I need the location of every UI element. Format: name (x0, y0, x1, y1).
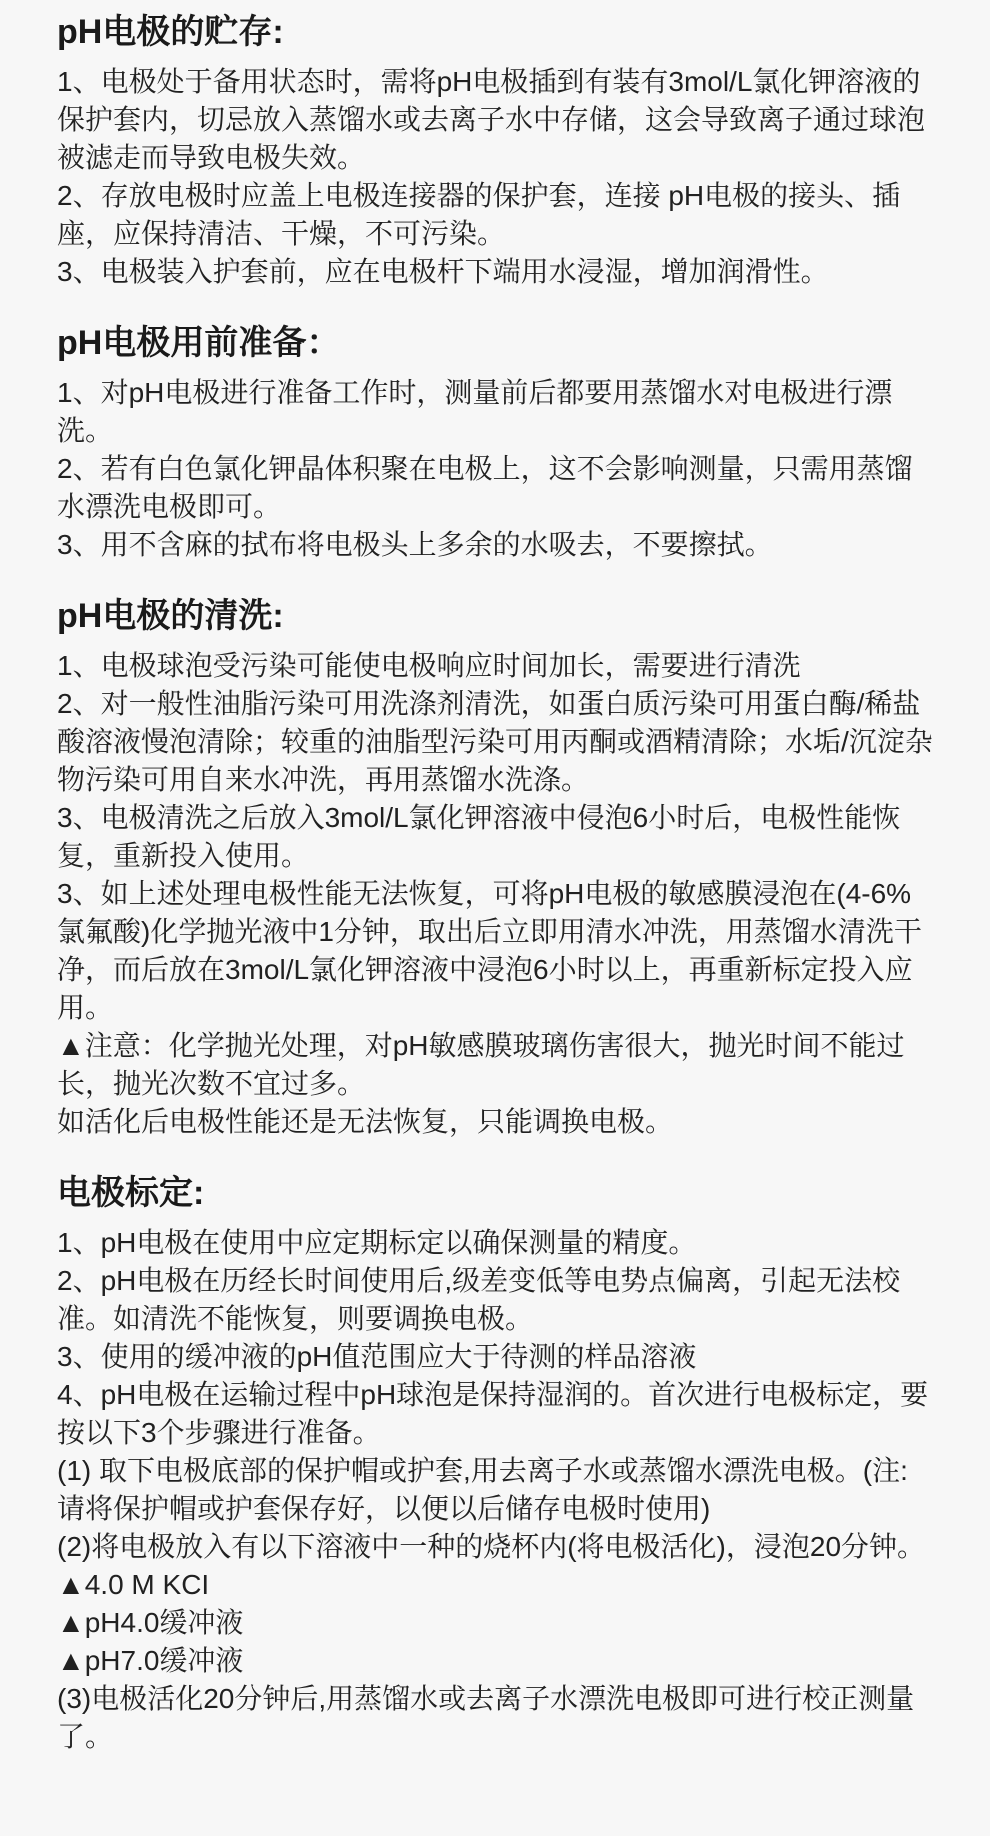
cleaning-item: 2、对一般性油脂污染可用洗涤剂清洗，如蛋白质污染可用蛋白酶/稀盐酸溶液慢泡清除；较重的油脂型污染可用丙酮或酒精清除；水垢/沉淀杂物污染可用自来水冲洗，再用蒸馏水洗涤。 (57, 688, 933, 795)
calibration-heading: 电极标定: (57, 1174, 205, 1212)
section-storage (57, 8, 934, 291)
calibration-item: 4、pH电极在运输过程中pH球泡是保持湿润的。首次进行电极标定，要按以下3个步骤进行准备。 (57, 1379, 929, 1448)
cleaning-heading: pH电极的清洗: (57, 597, 284, 635)
cleaning-item: 如活化后电极性能还是无法恢复，只能调换电极。 (57, 1106, 674, 1137)
section-pre-use-preparation (57, 319, 934, 564)
preparation-item: 2、若有白色氯化钾晶体积聚在电极上，这不会影响测量，只需用蒸馏水漂洗电极即可。 (57, 453, 913, 522)
calibration-step: (2)将电极放入有以下溶液中一种的烧杯内(将电极活化)，浸泡20分钟。 (57, 1531, 926, 1562)
storage-item: 3、电极装入护套前，应在电极杆下端用水浸湿，增加润滑性。 (57, 256, 829, 287)
preparation-item: 1、对pH电极进行准备工作时，测量前后都要用蒸馏水对电极进行漂洗。 (57, 377, 893, 446)
storage-heading: pH电极的贮存: (57, 13, 284, 51)
section-cleaning (57, 592, 934, 1141)
solution-option: ▲pH7.0缓冲液 (57, 1645, 244, 1676)
calibration-item: 2、pH电极在历经长时间使用后,级差变低等电势点偏离，引起无法校准。如清洗不能恢复，则要调换电极。 (57, 1265, 901, 1334)
cleaning-item: 1、电极球泡受污染可能使电极响应时间加长，需要进行清洗 (57, 650, 801, 681)
calibration-step: (1) 取下电极底部的保护帽或护套,用去离子水或蒸馏水漂洗电极。(注:请将保护帽或护套保存好，以便以后储存电极时使用) (57, 1455, 908, 1524)
preparation-heading: pH电极用前准备： (57, 324, 341, 362)
storage-item: 1、电极处于备用状态时，需将pH电极插到有装有3mol/L氯化钾溶液的保护套内，切忌放入蒸馏水或去离子水中存储，这会导致离子通过球泡被滤走而导致电极失效。 (57, 66, 926, 173)
calibration-item: 3、使用的缓冲液的pH值范围应大于待测的样品溶液 (57, 1341, 697, 1372)
cleaning-note: ▲注意：化学抛光处理，对pH敏感膜玻璃伤害很大，抛光时间不能过长，抛光次数不宜过多。 (57, 1030, 905, 1099)
section-calibration (57, 1169, 934, 1756)
cleaning-item: 3、电极清洗之后放入3mol/L氯化钾溶液中侵泡6小时后，电极性能恢复，重新投入使用。 (57, 802, 901, 871)
solution-option: ▲4.0 M KCI (57, 1569, 210, 1600)
storage-item: 2、存放电极时应盖上电极连接器的保护套，连接 pH电极的接头、插座，应保持清洁、干燥，不可污染。 (57, 180, 901, 249)
solution-option: ▲pH4.0缓冲液 (57, 1607, 244, 1638)
calibration-item: 1、pH电极在使用中应定期标定以确保测量的精度。 (57, 1227, 697, 1258)
calibration-step: (3)电极活化20分钟后,用蒸馏水或去离子水漂洗电极即可进行校正测量了。 (57, 1683, 915, 1752)
cleaning-item: 3、如上述处理电极性能无法恢复，可将pH电极的敏感膜浸泡在(4-6%氯氟酸)化学抛光液中1分钟，取出后立即用清水冲洗，用蒸馏水清洗干净，而后放在3mol/L氯化钾溶液中浸泡6小时以上，再重新标定投入应用。 (57, 878, 922, 1023)
preparation-item: 3、用不含麻的拭布将电极头上多余的水吸去，不要擦拭。 (57, 529, 773, 560)
